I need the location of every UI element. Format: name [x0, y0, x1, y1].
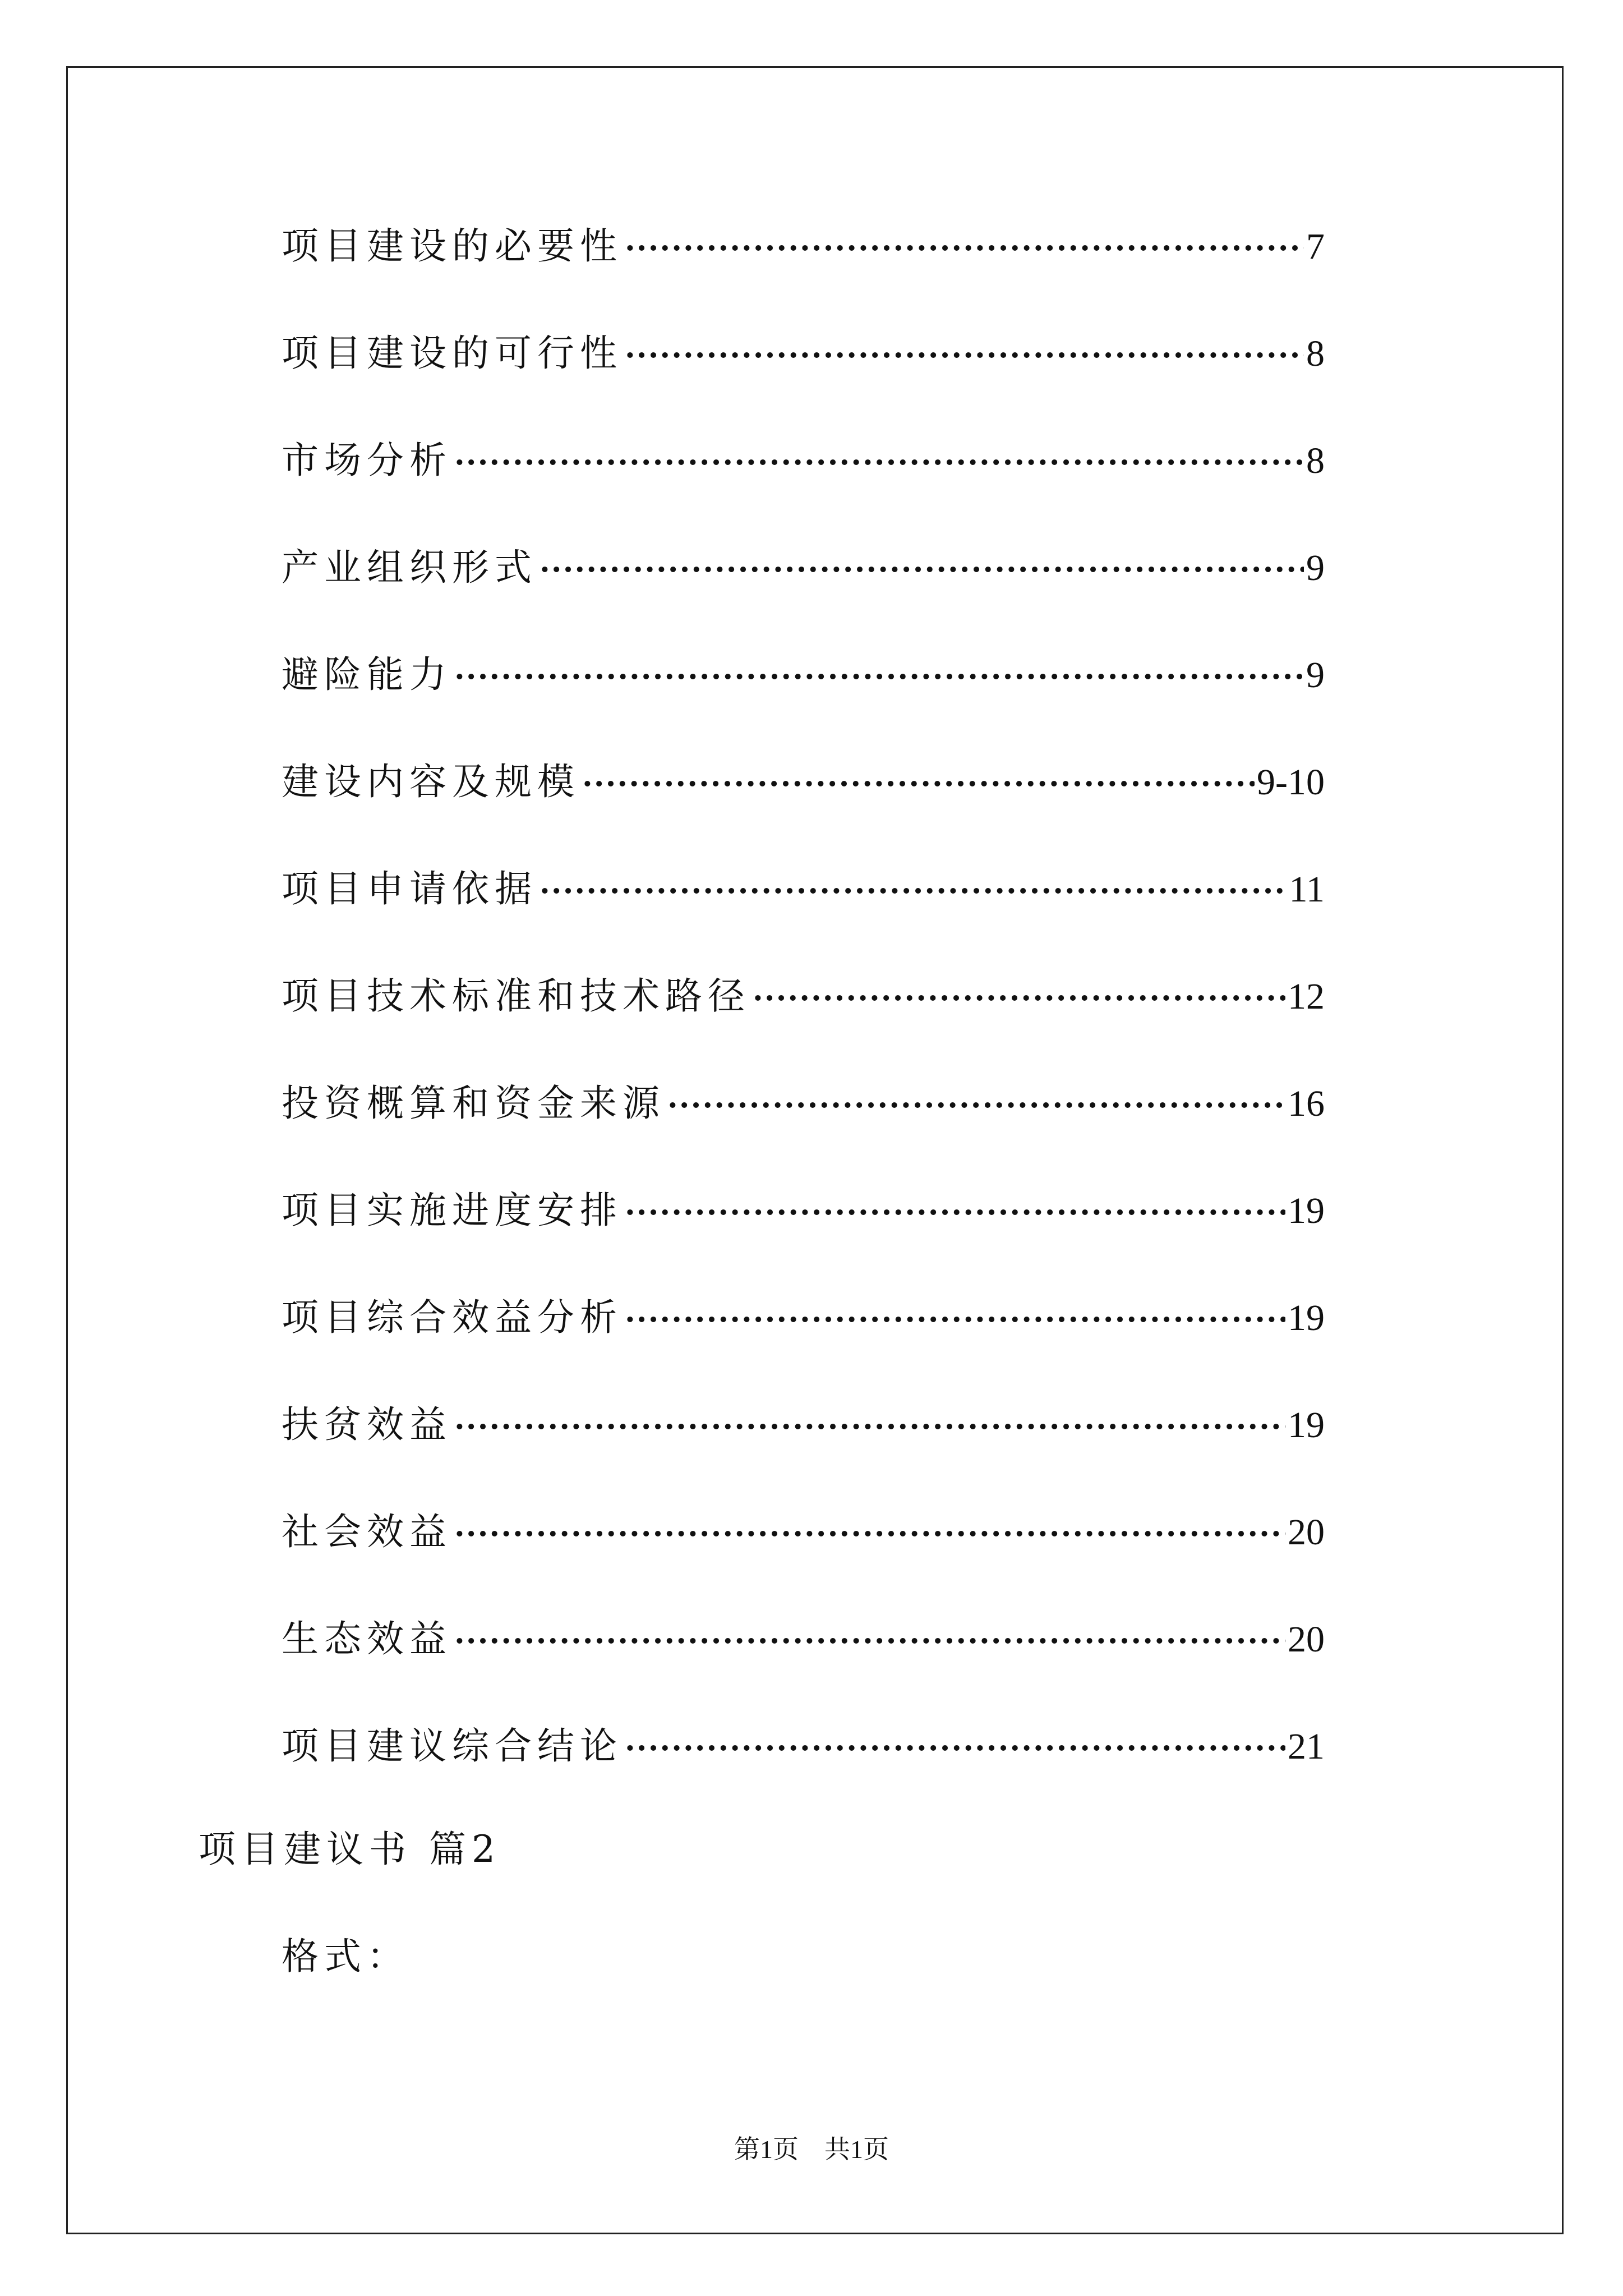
toc-row — [282, 645, 1325, 752]
toc-leader-dots — [625, 332, 1304, 375]
toc-title: 项目申请依据 — [282, 867, 537, 910]
toc-row — [282, 752, 1325, 859]
toc-page-number: 19 — [1288, 1405, 1325, 1446]
toc-row — [282, 1180, 1325, 1287]
toc-page-number: 16 — [1288, 1083, 1325, 1124]
toc-page-number: 20 — [1288, 1619, 1325, 1660]
toc-leader-dots — [753, 974, 1285, 1018]
toc-row — [282, 1073, 1325, 1180]
toc-page-number: 19 — [1288, 1190, 1325, 1231]
toc-leader-dots — [625, 1189, 1285, 1232]
toc-leader-dots — [454, 439, 1304, 482]
toc-leader-dots — [625, 1296, 1285, 1339]
toc-page-number: 11 — [1289, 869, 1325, 910]
toc-leader-dots — [540, 546, 1304, 589]
toc-row — [282, 966, 1325, 1073]
toc-title: 项目技术标准和技术路径 — [282, 974, 750, 1018]
toc-page-number: 8 — [1306, 440, 1325, 481]
section-heading: 项目建议书 篇2 — [199, 1828, 501, 1871]
toc-title: 投资概算和资金来源 — [282, 1082, 665, 1125]
toc-row — [282, 1395, 1325, 1502]
toc-title: 社会效益 — [282, 1510, 452, 1553]
toc-title: 项目建议综合结论 — [282, 1724, 623, 1768]
toc-leader-dots — [454, 653, 1304, 696]
toc-title: 建设内容及规模 — [282, 760, 580, 803]
toc-title: 避险能力 — [282, 653, 452, 696]
toc-row — [282, 430, 1325, 537]
toc-row — [282, 1609, 1325, 1716]
toc-title: 生态效益 — [282, 1617, 452, 1660]
toc-leader-dots — [625, 224, 1304, 268]
toc-row — [282, 216, 1325, 323]
page-footer: 第1页 共1页 — [734, 2135, 889, 2164]
toc-row — [282, 1716, 1325, 1823]
toc-row — [282, 1502, 1325, 1609]
toc-page-number: 9 — [1306, 547, 1325, 588]
toc-page-number: 7 — [1306, 226, 1325, 267]
toc-leader-dots — [582, 760, 1255, 803]
toc-page-number: 20 — [1288, 1512, 1325, 1553]
toc-title: 扶贫效益 — [282, 1403, 452, 1446]
toc-page-number: 19 — [1288, 1297, 1325, 1338]
toc-title: 项目综合效益分析 — [282, 1296, 623, 1339]
toc-leader-dots — [625, 1724, 1285, 1768]
toc-title: 项目实施进度安排 — [282, 1189, 623, 1232]
table-of-contents — [282, 216, 1325, 1823]
toc-title: 市场分析 — [282, 439, 452, 482]
toc-row — [282, 323, 1325, 430]
toc-leader-dots — [667, 1082, 1285, 1125]
toc-leader-dots — [454, 1617, 1285, 1660]
toc-page-number: 8 — [1306, 333, 1325, 374]
toc-leader-dots — [540, 867, 1287, 910]
toc-page-number: 9-10 — [1257, 762, 1325, 803]
toc-page-number: 21 — [1288, 1726, 1325, 1767]
toc-leader-dots — [454, 1510, 1285, 1553]
toc-row — [282, 1287, 1325, 1395]
toc-page-number: 12 — [1288, 976, 1325, 1017]
toc-page-number: 9 — [1306, 655, 1325, 696]
toc-leader-dots — [454, 1403, 1285, 1446]
format-label: 格式： — [282, 1935, 409, 1978]
toc-title: 项目建设的必要性 — [282, 224, 623, 268]
toc-row — [282, 537, 1325, 645]
toc-title: 产业组织形式 — [282, 546, 537, 589]
toc-row — [282, 859, 1325, 966]
toc-title: 项目建设的可行性 — [282, 332, 623, 375]
